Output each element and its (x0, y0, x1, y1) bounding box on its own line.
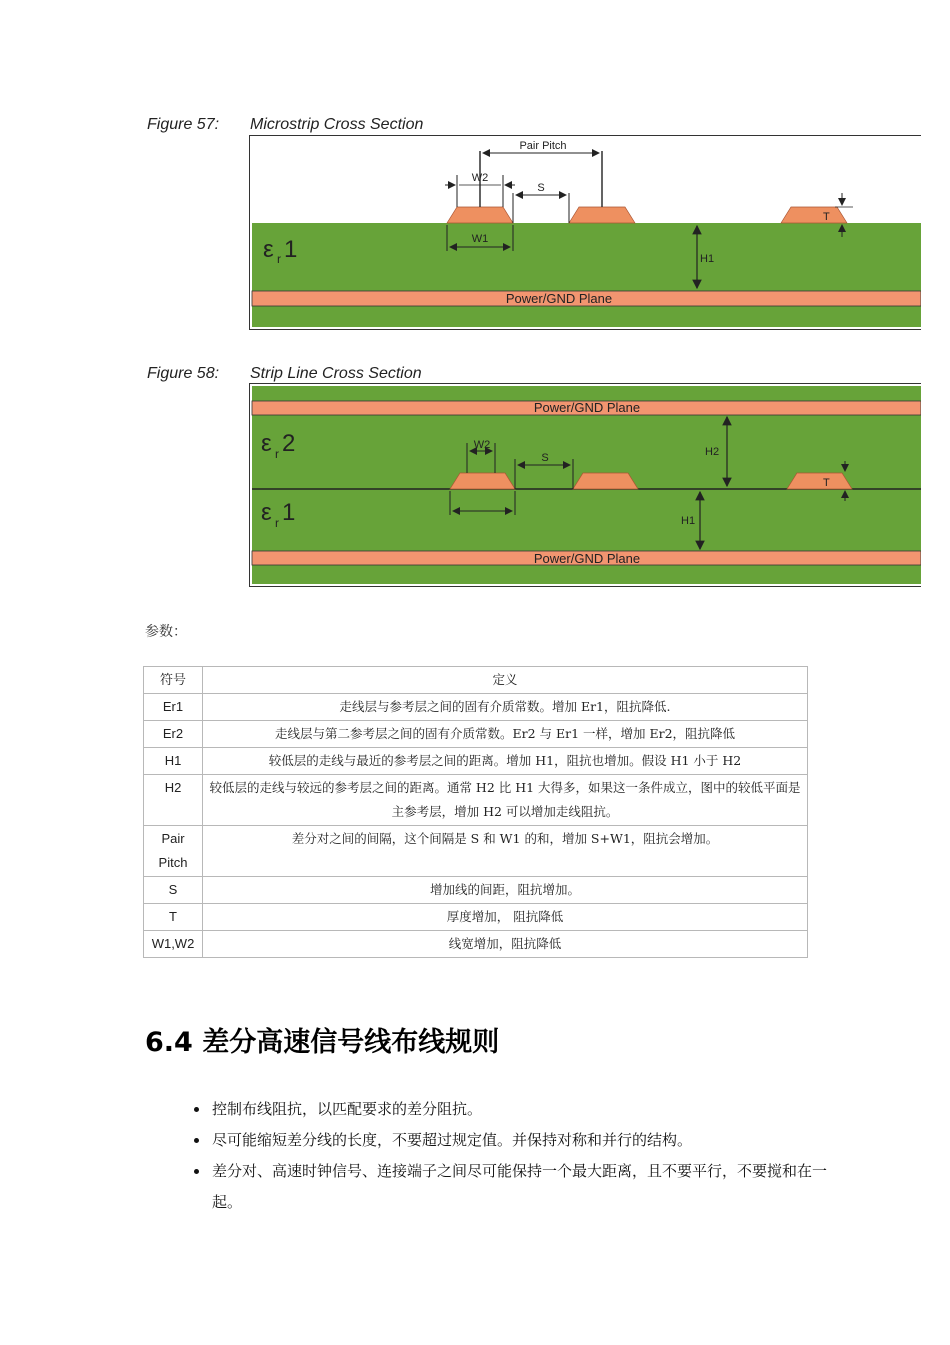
table-header-row (144, 667, 808, 694)
row-symbol: S (144, 877, 203, 904)
rules-list (192, 1094, 830, 1218)
row-definition: 增加线的间距，阻抗增加。 (203, 877, 808, 904)
stripline-diagram (249, 383, 921, 588)
params-label: 参数： (145, 624, 187, 640)
figure-58-title: Strip Line Cross Section (250, 365, 422, 382)
plane-bottom-label: Power/GND Plane (533, 551, 641, 566)
row-definition: 线宽增加，阻抗降低 (203, 931, 808, 958)
s-label: S (537, 182, 545, 194)
row-symbol: Pair Pitch (144, 826, 203, 877)
figure-57-title: Microstrip Cross Section (250, 116, 424, 133)
trace-right (569, 207, 635, 223)
row-symbol: W1,W2 (144, 931, 203, 958)
table-row (144, 904, 808, 931)
er2-subscript: r (275, 447, 279, 461)
er1-subscript: r (277, 252, 281, 266)
row-definition: 较低层的走线与最近的参考层之间的距离。增加 H1，阻抗也增加。假设 H1 小于 H2 (203, 748, 808, 775)
row-definition: 走线层与参考层之间的固有介质常数。增加 Er1，阻抗降低. (203, 694, 808, 721)
microstrip-diagram (249, 135, 921, 331)
table-row (144, 694, 808, 721)
parameter-table (143, 666, 808, 958)
row-definition: 较低层的走线与较远的参考层之间的距离。通常 H2 比 H1 大得多，如果这一条件成立，图中的较低平面是主参考层，增加 H2 可以增加走线阻抗。 (203, 775, 808, 826)
row-definition: 走线层与第二参考层之间的固有介质常数。Er2 与 Er1 一样，增加 Er2，阻抗降低 (203, 721, 808, 748)
t-label: T (823, 477, 830, 489)
s-label: S (541, 452, 549, 464)
trace-left (447, 207, 513, 223)
er2-symbol: ε (261, 430, 272, 457)
row-symbol: Er2 (144, 721, 203, 748)
figure-58-label: Figure 58: (147, 365, 220, 382)
table-row (144, 826, 808, 877)
header-definition: 定义 (203, 667, 808, 694)
table-row (144, 721, 808, 748)
row-definition: 厚度增加， 阻抗降低 (203, 904, 808, 931)
er1-number: 1 (284, 236, 298, 263)
table-row (144, 775, 808, 826)
dielectric-layer (252, 223, 921, 327)
row-symbol: H1 (144, 748, 203, 775)
plane-label: Power/GND Plane (505, 291, 613, 306)
list-item: • 控制布线阻抗，以匹配要求的差分阻抗。 (210, 1094, 830, 1125)
er1-subscript: r (275, 516, 279, 530)
row-symbol: H2 (144, 775, 203, 826)
er1-number: 1 (282, 499, 296, 526)
t-label: T (823, 211, 830, 223)
er2-number: 2 (282, 430, 296, 457)
h2-label: H2 (705, 446, 720, 458)
row-symbol: Er1 (144, 694, 203, 721)
row-symbol: T (144, 904, 203, 931)
plane-top-label: Power/GND Plane (533, 400, 641, 415)
trace-right (573, 473, 638, 489)
table-row (144, 877, 808, 904)
w2-label: W2 (473, 439, 491, 451)
w2-label: W2 (471, 172, 489, 184)
trace-single (781, 207, 847, 223)
header-symbol: 符号 (144, 667, 203, 694)
section-heading: 6.4 差分高速信号线布线规则 (145, 1027, 500, 1058)
h1-label: H1 (700, 253, 715, 265)
trace-single (787, 473, 852, 489)
er1-symbol: ε (263, 236, 274, 263)
figure-57-label: Figure 57: (147, 116, 220, 133)
table-row (144, 748, 808, 775)
row-definition: 差分对之间的间隔，这个间隔是 S 和 W1 的和，增加 S+W1，阻抗会增加。 (203, 826, 808, 877)
list-item: • 差分对、高速时钟信号、连接端子之间尽可能保持一个最大距离，且不要平行，不要搅和在一起。 (210, 1156, 830, 1218)
h1-label: H1 (681, 515, 696, 527)
er1-symbol: ε (261, 499, 272, 526)
table-row (144, 931, 808, 958)
pair-pitch-label: Pair Pitch (519, 140, 567, 152)
list-item: • 尽可能缩短差分线的长度，不要超过规定值。并保持对称和并行的结构。 (210, 1125, 830, 1156)
trace-left (450, 473, 515, 489)
w1-label: W1 (471, 233, 489, 245)
